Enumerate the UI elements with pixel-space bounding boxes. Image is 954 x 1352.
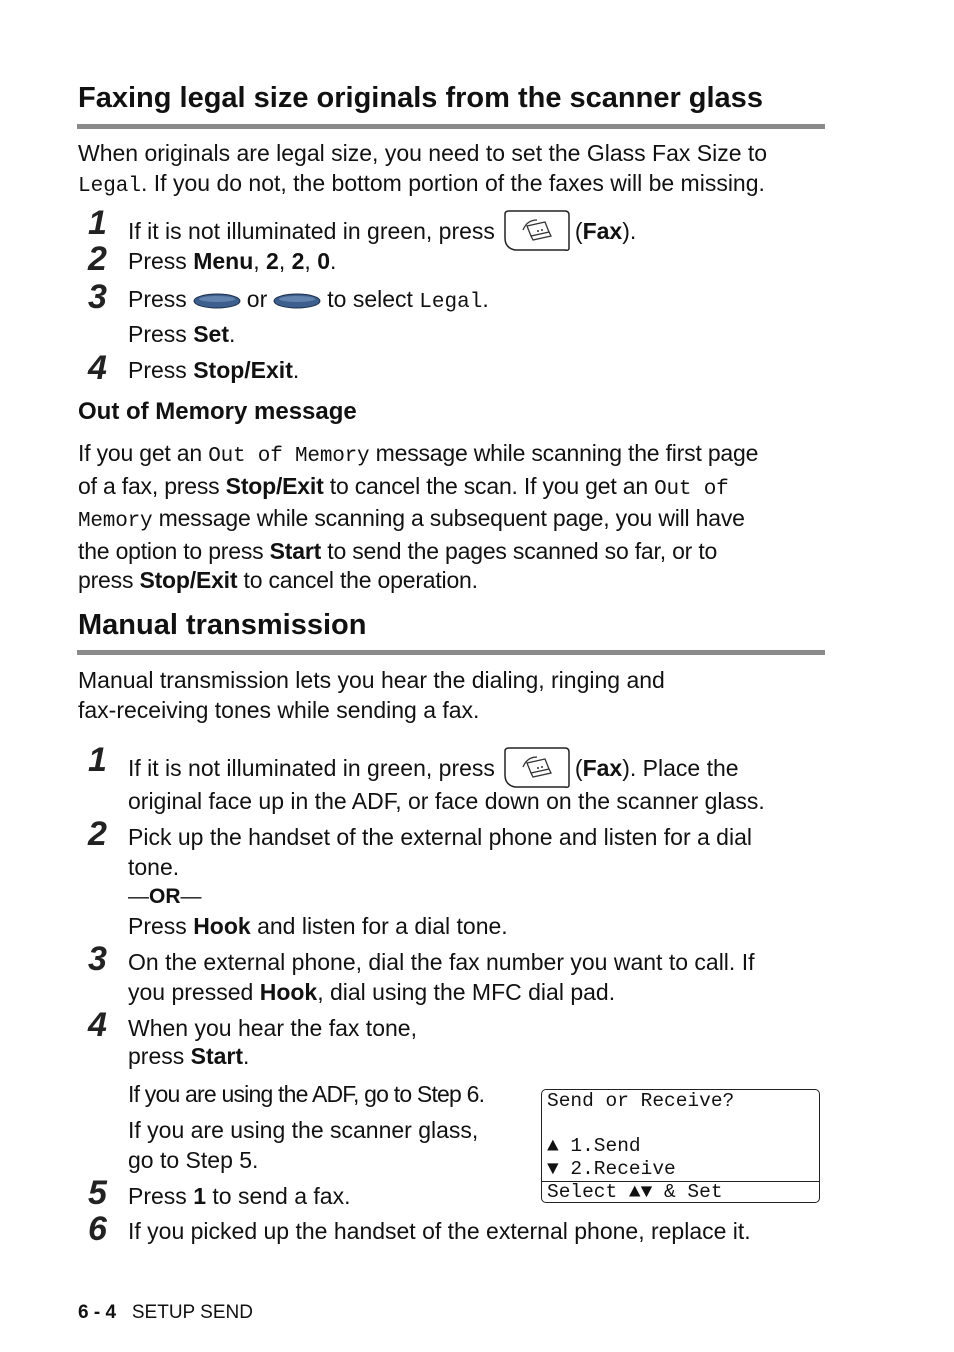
step-5-text: Press 1 to send a fax. bbox=[128, 1183, 351, 1209]
lcd-line bbox=[547, 1113, 819, 1136]
step-number: 6 bbox=[88, 1210, 107, 1248]
step-4-line5: go to Step 5. bbox=[128, 1147, 259, 1173]
step-number: 4 bbox=[88, 1006, 107, 1044]
fax-key-icon bbox=[501, 745, 571, 789]
page-footer bbox=[78, 1302, 253, 1324]
step-1-line2: original face up in the ADF, or face down on the scanner glass. bbox=[128, 788, 765, 814]
step-4-line3: If you are using the ADF, go to Step 6. bbox=[128, 1081, 485, 1107]
step-number: 1 bbox=[88, 204, 107, 242]
step-2-line4: Press Hook and listen for a dial tone. bbox=[128, 913, 508, 939]
lcd-line: Select ▲▼ & Set bbox=[547, 1181, 723, 1203]
step-3-text: On the external phone, dial the fax number you want to call. If bbox=[128, 949, 755, 975]
step-1-text: If it is not illuminated in green, press (Fax). Place the bbox=[128, 748, 739, 792]
section-intro: Manual transmission lets you hear the dialing, ringing and fax-receiving tones while sending a fax. bbox=[78, 667, 665, 723]
fax-key-icon bbox=[501, 208, 571, 252]
or-separator: —OR— bbox=[128, 885, 202, 908]
step-2-line2: tone. bbox=[128, 854, 180, 880]
lcd-display bbox=[541, 1089, 820, 1203]
arrow-left-key-icon bbox=[193, 289, 241, 309]
step-number: 2 bbox=[88, 240, 107, 278]
step-3-text: Press or to select Legal. bbox=[128, 286, 489, 314]
step-number: 4 bbox=[88, 349, 107, 387]
lcd-line: Send or Receive? bbox=[547, 1090, 735, 1112]
step-6-text: If you picked up the handset of the external phone, replace it. bbox=[128, 1218, 751, 1244]
step-number: 3 bbox=[88, 278, 107, 316]
section-intro: When originals are legal size, you need to set the Glass Fax Size to Legal. If you do not, the bottom portion of the faxes will be missing. bbox=[78, 140, 768, 198]
step-number: 2 bbox=[88, 815, 107, 853]
heading-rule bbox=[77, 124, 825, 129]
step-2-text: Press Menu, 2, 2, 0. bbox=[128, 248, 337, 274]
chapter-title: SETUP SEND bbox=[131, 1302, 253, 1323]
step-1-text: If it is not illuminated in green, press (Fax). bbox=[128, 211, 636, 255]
page-number: 6 - 4 bbox=[78, 1302, 117, 1323]
step-4-line2: press Start. bbox=[128, 1043, 250, 1069]
memory-paragraph: If you get an Out of Memory message while scanning the first page of a fax, press Stop/Exit to cancel the scan. If you get an Out of Memory message while scanning a subsequent page, you will have the option to press Start to send the pages scanned so far, or to press Stop/Exit to cancel the operation. bbox=[78, 440, 759, 593]
step-3-line2: you pressed Hook, dial using the MFC dial pad. bbox=[128, 979, 616, 1005]
step-number: 5 bbox=[88, 1174, 107, 1212]
lcd-line: ▲ 1.Send bbox=[547, 1135, 641, 1157]
step-3-line2: Press Set. bbox=[128, 321, 236, 347]
step-number: 1 bbox=[88, 741, 107, 779]
lcd-line: ▼ 2.Receive bbox=[547, 1157, 676, 1180]
lcd-divider bbox=[542, 1181, 819, 1182]
heading-rule bbox=[77, 650, 825, 655]
section-heading: Faxing legal size originals from the scanner glass bbox=[78, 82, 763, 114]
step-4-text: Press Stop/Exit. bbox=[128, 357, 300, 383]
step-2-text: Pick up the handset of the external phone and listen for a dial bbox=[128, 824, 752, 850]
subsection-heading: Out of Memory message bbox=[78, 398, 357, 425]
arrow-right-key-icon bbox=[273, 289, 321, 309]
section-heading: Manual transmission bbox=[78, 609, 367, 641]
step-4-line4: If you are using the scanner glass, bbox=[128, 1117, 479, 1143]
step-4-text: When you hear the fax tone, bbox=[128, 1015, 417, 1041]
step-number: 3 bbox=[88, 940, 107, 978]
